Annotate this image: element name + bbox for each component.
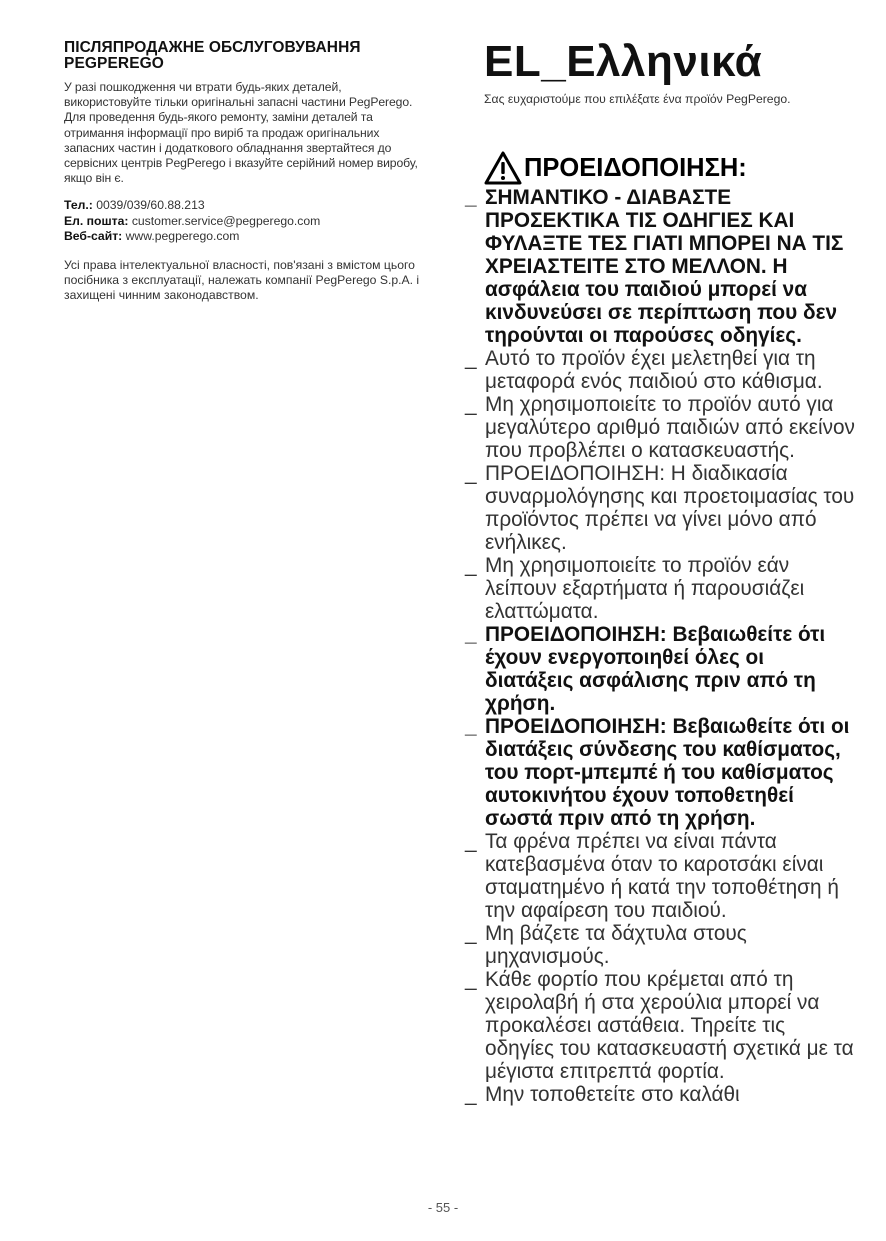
page-number: - 55 - xyxy=(427,1200,459,1215)
rule-dash: _ xyxy=(465,186,477,209)
warning-rule xyxy=(463,1083,858,1106)
rule-dash: _ xyxy=(465,462,477,485)
warning-heading xyxy=(484,149,747,187)
warning-rule xyxy=(463,393,858,462)
contact-block xyxy=(64,198,426,244)
greek-header xyxy=(484,36,854,108)
email-address[interactable]: customer.service@pegperego.com xyxy=(131,213,321,228)
website-line: Веб-сайт: www.pegperego.com xyxy=(64,228,240,243)
language-title: EL_Ελληνικά xyxy=(484,37,763,86)
rule-dash: _ xyxy=(465,347,477,370)
warning-rule xyxy=(463,623,858,715)
rule-dash: _ xyxy=(465,830,477,853)
rule-text: Κάθε φορτίο που κρέμεται από τη χειρολαβή ή στα χερούλια μπορεί να προκαλέσει αστάθεια. Τηρείτε τις οδηγίες του κατασκευαστή σχετικά με τα μέγιστα επιτρεπτά φορτία. xyxy=(485,968,854,1083)
rule-dash: _ xyxy=(465,1083,477,1106)
after-sales-section xyxy=(64,40,426,316)
warning-rule xyxy=(463,554,858,623)
rule-dash: _ xyxy=(465,715,477,738)
warning-rule xyxy=(463,462,858,554)
rule-text: ΣΗΜΑΝΤΙΚΟ - ΔΙΑΒΑΣΤΕ ΠΡΟΣΕΚΤΙΚΑ ΤΙΣ ΟΔΗΓΙΕΣ ΚΑΙ ΦΥΛΑΞΤΕ ΤΕΣ ΓΙΑΤΙ ΜΠΟΡΕΙ ΝΑ ΤΙΣ ΧΡΕΙΑΣΤΕΙΤΕ ΣΤΟ ΜΕΛΛΟΝ. Η ασφάλεια του παιδιού μπορεί να κινδυνεύσει σε περίπτωση που δεν τηρούνται οι παρούσες οδηγίες. xyxy=(485,186,844,347)
rule-text: Μη βάζετε τα δάχτυλα στους μηχανισμούς. xyxy=(485,922,747,968)
warning-rule xyxy=(463,715,858,830)
rule-text: Μη χρησιμοποιείτε το προϊόν εάν λείπουν εξαρτήματα ή παρουσιάζει ελαττώματα. xyxy=(485,554,805,623)
rule-text: ΠΡΟΕΙΔΟΠΟΙΗΣΗ: Η διαδικασία συναρμολόγησης και προετοιμασίας του προϊόντος πρέπει να γίνει μόνο από ενήλικες. xyxy=(485,462,855,554)
warning-rule xyxy=(463,830,858,922)
rule-dash: _ xyxy=(465,393,477,416)
after-sales-title: ПІСЛЯПРОДАЖНЕ ОБСЛУГОВУВАННЯ PEGPEREGO xyxy=(64,39,361,72)
thanks-text: Σας ευχαριστούμε που επιλέξατε ένα προϊόν PegPerego. xyxy=(484,92,791,106)
phone-number: 0039/039/60.88.213 xyxy=(96,198,205,213)
rule-dash: _ xyxy=(465,623,477,646)
warning-rule xyxy=(463,922,858,968)
warning-triangle-icon xyxy=(484,151,522,185)
rule-text: Αυτό το προϊόν έχει μελετηθεί για τη μεταφορά ενός παιδιού στο κάθισμα. xyxy=(485,347,823,393)
rule-text: Τα φρένα πρέπει να είναι πάντα κατεβασμένα όταν το καροτσάκι είναι σταματημένο ή κατά την τοποθέτηση ή την αφαίρεση του παιδιού. xyxy=(485,830,839,922)
email-line: Ел. пошта: customer.service@pegperego.com xyxy=(64,213,321,228)
phone-line: Тел.: 0039/039/60.88.213 xyxy=(64,198,205,213)
warning-rules-list xyxy=(463,186,858,1106)
warning-rule xyxy=(463,347,858,393)
warning-title: ΠΡΟΕΙΔΟΠΟΙΗΣΗ: xyxy=(524,154,747,182)
website-link[interactable]: www.pegperego.com xyxy=(125,228,240,243)
rule-text: ΠΡΟΕΙΔΟΠΟΙΗΣΗ: Βεβαιωθείτε ότι οι διατάξεις σύνδεσης του καθίσματος, του πορτ-μπεμπέ ή του καθίσματος αυτοκινήτου έχουν τοποθετηθεί σωστά πριν από τη χρήση. xyxy=(485,715,850,830)
rule-dash: _ xyxy=(465,922,477,945)
after-sales-paragraph: У разі пошкодження чи втрати будь-яких деталей, використовуйте тільки оригінальні запасні частини PegPerego. Для проведення будь-якого ремонту, заміни деталей та отримання інформації про виріб та продаж оригінальних запасних частин і додаткового обладнання звертайтеся до сервісних центрів PegPerego і вказуйте серійний номер виробу, якщо він є. xyxy=(64,80,418,186)
rule-text: ΠΡΟΕΙΔΟΠΟΙΗΣΗ: Βεβαιωθείτε ότι έχουν ενεργοποιηθεί όλες οι διατάξεις ασφάλισης πριν από τη χρήση. xyxy=(485,623,826,715)
rights-notice: Усі права інтелектуальної власності, пов'язані з вмістом цього посібника з експлуатації, належать компанії PegPerego S.p.A. і захищені чинним законодавством. xyxy=(64,258,420,303)
rule-text: Μην τοποθετείτε στο καλάθι xyxy=(485,1083,740,1106)
warning-rule xyxy=(463,186,858,347)
rule-dash: _ xyxy=(465,968,477,991)
rule-text: Μη χρησιμοποιείτε το προϊόν αυτό για μεγαλύτερο αριθμό παιδιών από εκείνον που προβλέπει ο κατασκευαστής. xyxy=(485,393,855,462)
warning-rule xyxy=(463,968,858,1083)
rule-dash: _ xyxy=(465,554,477,577)
